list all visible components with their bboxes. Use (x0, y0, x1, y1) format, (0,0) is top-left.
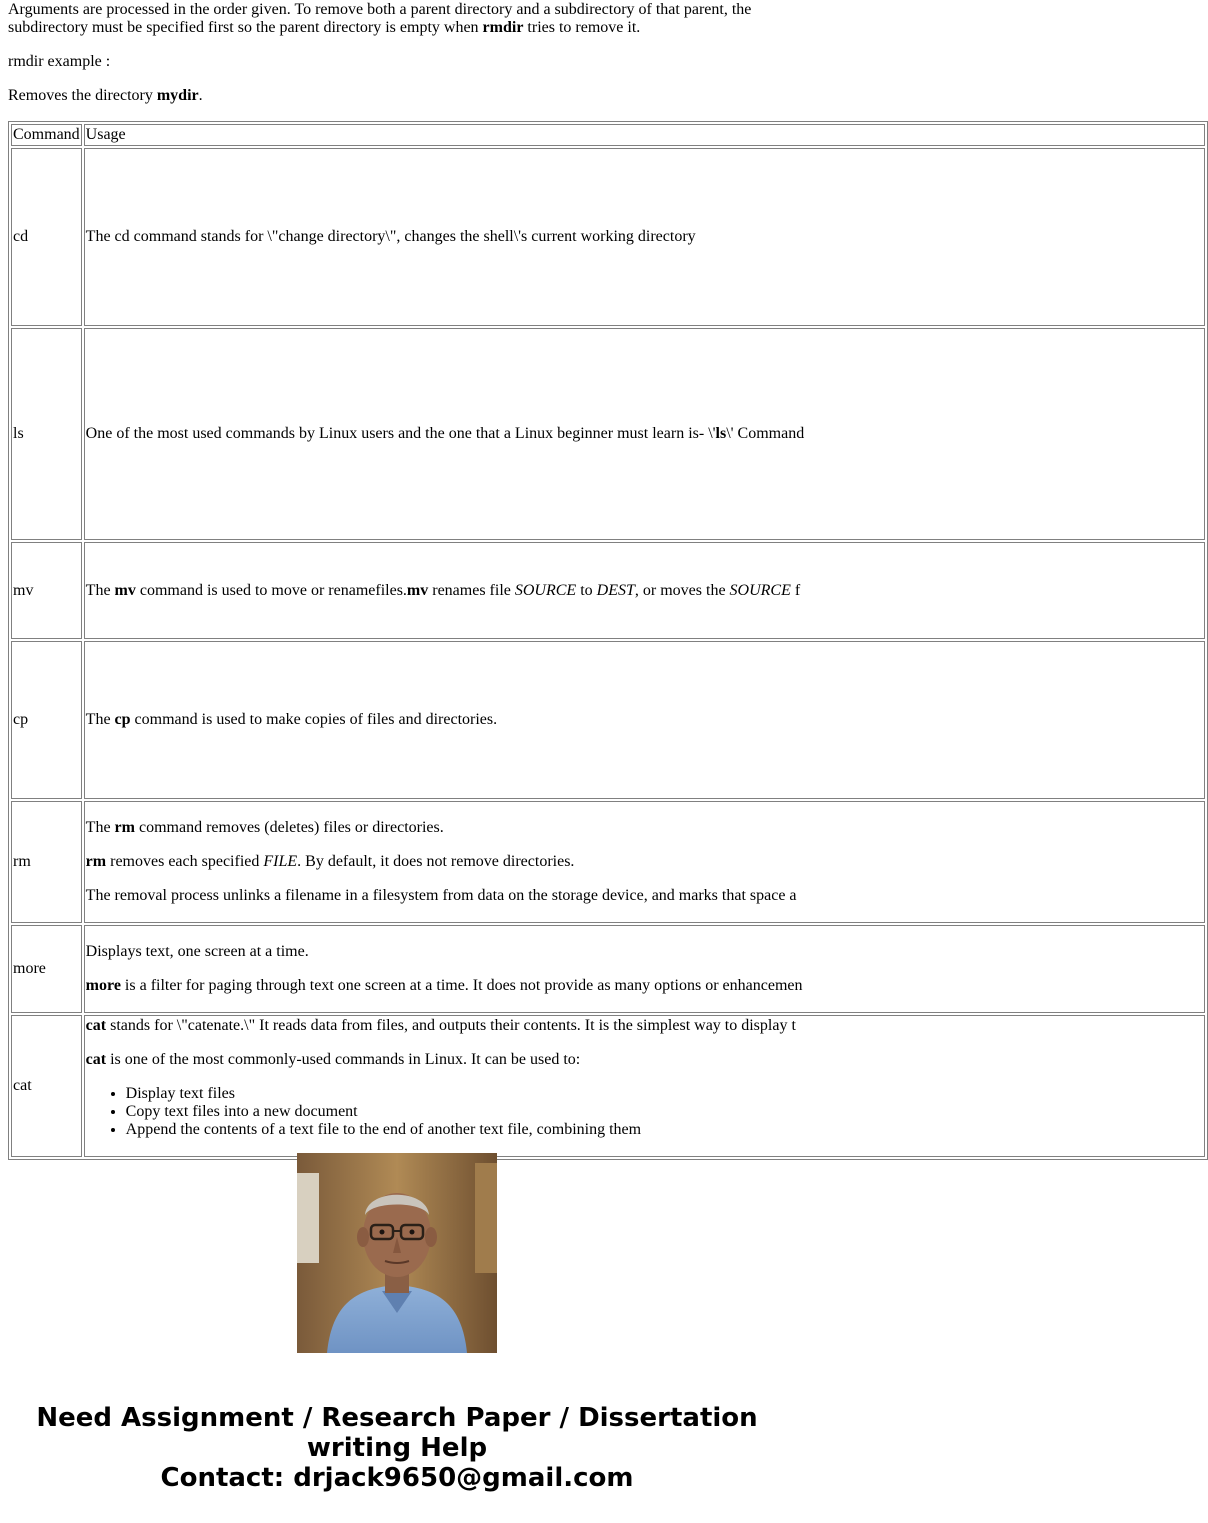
mv-t2: command is used to move or renamefiles. (135, 581, 407, 599)
mv-b2: mv (406, 581, 429, 599)
cp-t1: The (85, 711, 115, 728)
table-row-cp (11, 641, 1205, 799)
intro-text: Arguments are processed in the order given. To remove both a parent directory and a subdirectory of that parent, the subdirectory must be specified first so the parent directory is empty when (8, 1, 752, 36)
mv-t4: to (576, 581, 597, 599)
list-item: • Append the contents of a text file to the end of another text file, combining them (126, 1121, 1203, 1139)
table-row-mv (11, 542, 1205, 639)
cell-command-more: more (11, 925, 82, 1013)
mv-i1: SOURCE (514, 581, 577, 599)
cell-command-cd: cd (11, 148, 82, 326)
cell-usage-ls (84, 328, 1205, 540)
cell-usage-more (84, 925, 1205, 1013)
intro-rmdir: rmdir (482, 19, 524, 36)
mv-t1: The (85, 581, 115, 599)
ls-text: One of the most used commands by Linux users and the one that a Linux beginner must learn is- \' (85, 425, 716, 442)
rm-p1-a: The (85, 819, 115, 836)
more-p2 (86, 977, 1203, 995)
removes-directory-text (8, 87, 203, 105)
ls-bold: ls (715, 425, 727, 442)
rm-p1-c: command removes (deletes) files or directories. (134, 819, 444, 836)
rm-p2-c: FILE (263, 853, 298, 870)
more-p2-b: is a filter for paging through text one screen at a time. It does not provide as many options or enhancemen (120, 977, 803, 994)
cell-command-cp: cp (11, 641, 82, 799)
intro-paragraph (8, 1, 768, 37)
more-p2-a: more (85, 977, 121, 994)
cell-usage-cp (84, 641, 1205, 799)
header-usage: Usage (84, 124, 1205, 146)
cp-b1: cp (114, 711, 131, 728)
rm-p3: The removal process unlinks a filename in a filesystem from data on the storage device, and marks that space a (85, 887, 797, 904)
mydir-text: mydir (156, 87, 199, 104)
rm-p1 (86, 819, 1203, 837)
cell-command-mv: mv (11, 542, 82, 639)
cell-command-ls: ls (11, 328, 82, 540)
rm-p2-d: . By default, it does not remove directories. (297, 853, 575, 870)
promo-line-1: Need Assignment / Research Paper / Dissertation (36, 1403, 758, 1433)
rm-p2-b: removes each specified (106, 853, 264, 870)
table-row-cat (11, 1015, 1205, 1157)
rmdir-example-label: rmdir example : (8, 53, 111, 70)
mv-t3: renames file (428, 581, 515, 599)
mv-t6: f (790, 581, 801, 599)
mv-t5: , or moves the (634, 581, 730, 599)
cat-p2 (86, 1051, 1203, 1069)
more-p1: Displays text, one screen at a time. (85, 943, 309, 960)
header-command: Command (11, 124, 82, 146)
promo-line-2: writing Help (306, 1433, 488, 1463)
rm-p1-b: rm (114, 819, 135, 836)
cell-usage-rm (84, 801, 1205, 923)
mv-b1: mv (114, 581, 136, 599)
cell-command-cat: cat (11, 1015, 82, 1157)
commands-table (8, 121, 1208, 1160)
cell-usage-mv (84, 542, 1205, 639)
mv-i2: DEST (596, 581, 635, 599)
table-header-row (11, 124, 1205, 146)
rm-p2 (86, 853, 1203, 871)
list-item: • Copy text files into a new document (126, 1103, 1203, 1121)
table-row-rm (11, 801, 1205, 923)
ls-text-end: \' Command (726, 425, 805, 442)
removes-text: Removes the directory (8, 87, 157, 104)
promo-contact: Contact: drjack9650@gmail.com (160, 1463, 634, 1493)
cat-p1-a: cat (85, 1017, 107, 1034)
cat-p2-a: cat (85, 1051, 107, 1068)
table-row-ls (11, 328, 1205, 540)
list-item: • Display text files (126, 1085, 1203, 1103)
mv-i3: SOURCE (729, 581, 791, 599)
cat-p2-b: is one of the most commonly-used commands in Linux. It can be used to: (106, 1051, 581, 1068)
promo-banner (0, 1403, 794, 1493)
rm-p2-a: rm (85, 853, 107, 870)
table-row-cd (11, 148, 1205, 326)
cat-p1 (86, 1017, 1203, 1035)
cell-usage-cat (84, 1015, 1205, 1157)
document-viewport[interactable] (0, 0, 805, 1138)
period-text: . (198, 87, 203, 104)
cat-p1-b: stands for \"catenate.\" It reads data from files, and outputs their contents. It is the simplest way to display t (106, 1017, 796, 1034)
cell-command-rm: rm (11, 801, 82, 923)
cat-uses-list (86, 1085, 1203, 1139)
cell-usage-cd: The cd command stands for \"change directory\", changes the shell\'s current working directory (84, 148, 1205, 326)
intro-text-end: tries to remove it. (523, 19, 641, 36)
author-photo (297, 1153, 497, 1353)
table-row-more (11, 925, 1205, 1013)
author-portrait-image (297, 1153, 497, 1353)
cp-t2: command is used to make copies of files and directories. (130, 711, 498, 728)
